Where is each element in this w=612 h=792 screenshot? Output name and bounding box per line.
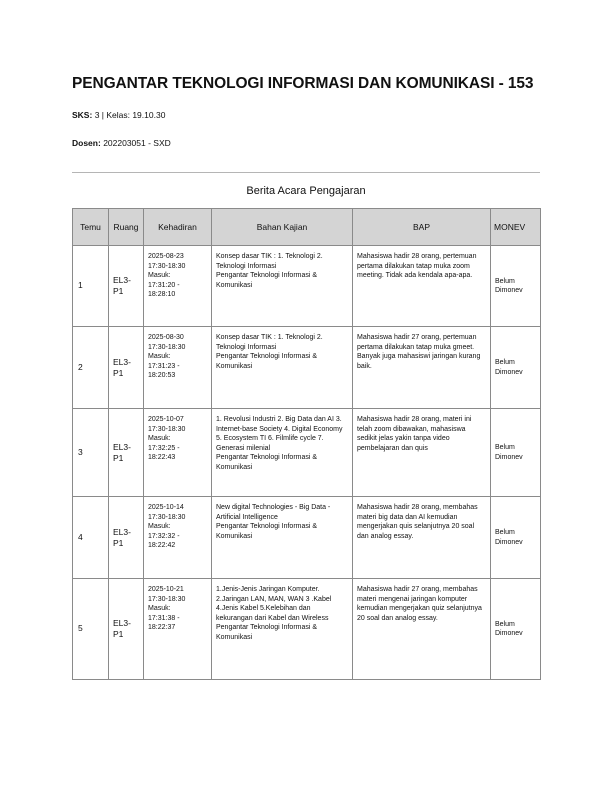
temu-cell: 1 [73,246,109,327]
bap-table [72,208,541,680]
monev-text: Belum Dimonev [495,444,523,461]
table-row [73,409,541,497]
bap-cell [353,579,491,680]
section-title: Berita Acara Pengajaran [246,185,366,197]
column-header-monev: MONEV [491,209,541,246]
bahan-kajian-text: Konsep dasar TIK : 1. Teknologi 2. Teknologi Informasi Pengantar Teknologi Informasi & Komunikasi [216,253,323,289]
dosen-label: Dosen: [72,138,101,148]
bap-text: Mahasiswa hadir 28 orang, materi ini telah zoom dibawakan, mahasiswa sedikit jelas yakin tanpa video pembelajaran dan quis [357,416,472,452]
ruang-text: EL3- P1 [113,618,131,639]
bahan-kajian-cell [212,497,353,579]
kehadiran-text: 2025-10-14 17:30-18:30 Masuk: 17:32:32 - 18:22:42 [148,504,186,549]
kehadiran-cell [144,409,212,497]
divider [72,172,540,173]
table-header-row [73,209,541,246]
monev-text: Belum Dimonev [495,277,523,294]
ruang-cell [109,579,144,680]
sks-value: 3 | Kelas: 19.10.30 [94,110,166,120]
bap-cell [353,409,491,497]
column-header-kehadiran: Kehadiran [144,209,212,246]
ruang-text: EL3- P1 [113,441,131,463]
bap-text: Mahasiswa hadir 27 orang, pertemuan pertama dilakukan tatap muka gmeet. Banyak juga mahasiswi jaringan kurang baik. [357,334,481,370]
ruang-cell [109,497,144,579]
kehadiran-text: 2025-08-30 17:30-18:30 Masuk: 17:31:23 - 18:20:53 [148,334,186,379]
kehadiran-cell [144,246,212,327]
column-header-ruang: Ruang [109,209,144,246]
monev-text: Belum Dimonev [495,620,523,637]
kehadiran-text: 2025-08-23 17:30-18:30 Masuk: 17:31:20 - 18:28:10 [148,253,186,298]
table-row [73,327,541,409]
sks-kelas-line [72,110,165,120]
bahan-kajian-text: 1. Revolusi Industri 2. Big Data dan AI 3. Internet-base Society 4. Digital Economy 5. Ecosystem TI 6. Filmlife cycle 7. Generasi milenial Pengantar Teknologi Informasi & Komunikasi [216,416,343,471]
bap-text: Mahasiswa hadir 28 orang, membahas materi big data dan AI kemudian mengerjakan quis selanjutnya 20 soal dan analog essay. [357,504,478,540]
table-row [73,246,541,327]
bap-text: Mahasiswa hadir 28 orang, pertemuan pertama dilakukan tatap muka zoom meeting. Tidak ada kendala apa-apa. [357,253,477,279]
temu-cell: 2 [73,327,109,409]
table-row [73,579,541,680]
ruang-text: EL3- P1 [113,275,131,296]
ruang-cell [109,327,144,409]
monev-cell [491,579,541,680]
ruang-cell [109,409,144,497]
page-title: PENGANTAR TEKNOLOGI INFORMASI DAN KOMUNIKASI - 153 [72,75,534,92]
monev-cell [491,246,541,327]
bahan-kajian-cell [212,579,353,680]
column-header-bahan-kajian: Bahan Kajian [212,209,353,246]
monev-cell [491,497,541,579]
kehadiran-text: 2025-10-07 17:30-18:30 Masuk: 17:32:25 - 18:22:43 [148,416,186,461]
bap-cell [353,497,491,579]
sks-label: SKS: [72,110,93,120]
monev-text: Belum Dimonev [495,529,523,546]
dosen-value: 202203051 - SXD [103,138,171,148]
temu-cell: 3 [73,409,109,497]
bahan-kajian-cell [212,327,353,409]
table-row [73,497,541,579]
bahan-kajian-text: New digital Technologies - Big Data - Artificial Intelligence Pengantar Teknologi Informasi & Komunikasi [216,504,331,540]
bap-cell [353,246,491,327]
dosen-line [72,138,171,148]
monev-cell [491,409,541,497]
kehadiran-text: 2025-10-21 17:30-18:30 Masuk: 17:31:38 - 18:22:37 [148,586,186,631]
temu-cell: 5 [73,579,109,680]
kehadiran-cell [144,579,212,680]
ruang-cell [109,246,144,327]
ruang-text: EL3- P1 [113,526,131,548]
kehadiran-cell [144,327,212,409]
kehadiran-cell [144,497,212,579]
monev-text: Belum Dimonev [495,359,523,376]
column-header-temu: Temu [73,209,109,246]
monev-cell [491,327,541,409]
bahan-kajian-cell [212,409,353,497]
bahan-kajian-text: 1.Jenis-Jenis Jaringan Komputer. 2.Jaringan LAN, MAN, WAN 3 .Kabel 4.Jenis Kabel 5.Kelebihan dan kekurangan dari Kabel dan Wireless Pengantar Teknologi Informasi & Komunikasi [216,586,332,641]
bap-text: Mahasiswa hadir 27 orang, membahas materi mengenai jaringan komputer kemudian mengerjakan quiz selanjutnya 20 soal dan analog essay. [357,586,482,622]
bahan-kajian-cell [212,246,353,327]
ruang-text: EL3- P1 [113,356,131,378]
bap-cell [353,327,491,409]
bahan-kajian-text: Konsep dasar TIK : 1. Teknologi 2. Teknologi Informasi Pengantar Teknologi Informasi & Komunikasi [216,334,323,370]
temu-cell: 4 [73,497,109,579]
column-header-bap: BAP [353,209,491,246]
